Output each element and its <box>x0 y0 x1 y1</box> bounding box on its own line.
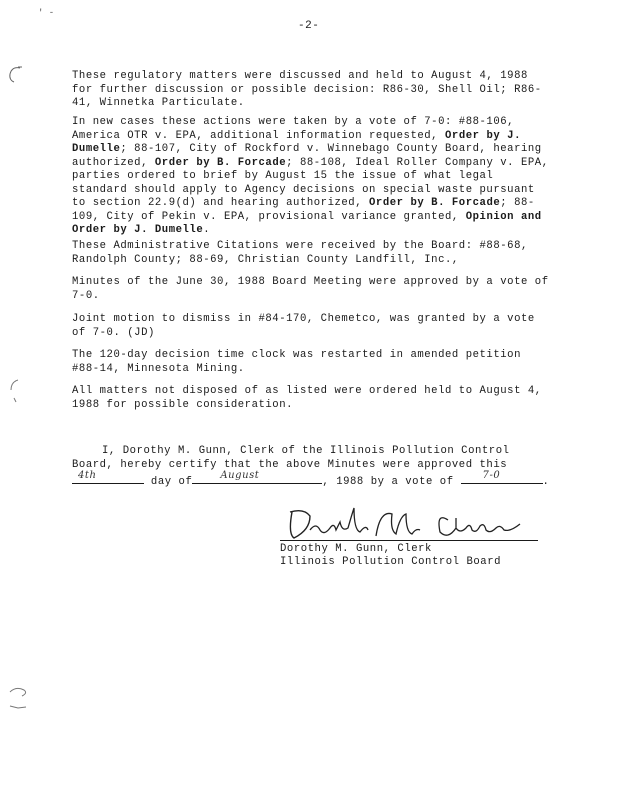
order-attribution: Order by B. Forcade <box>154 156 287 169</box>
day-of-label: day of <box>150 476 193 488</box>
paragraph-new-cases <box>72 116 552 238</box>
paragraph-segment: . <box>203 224 211 236</box>
order-attribution: Opinion and Order by J. Dumelle <box>72 210 542 236</box>
margin-scribble-1 <box>6 64 26 84</box>
signature-line <box>280 540 538 541</box>
paragraph-segment: In new cases these actions were taken by a vote of 7-0: #88-106, America OTR v. EPA, additional information requested, <box>72 116 515 142</box>
month-handwritten: August <box>220 469 260 481</box>
day-handwritten: 4th <box>78 469 97 481</box>
paragraph-segment: ; 88-107, City of Rockford v. Winnebago County Board, hearing authorized, <box>72 143 542 169</box>
paragraph-matters-held: All matters not disposed of as listed were ordered held to August 4, 1988 for possible consideration. <box>72 385 542 411</box>
certification-line-1: I, Dorothy M. Gunn, Clerk of the Illinois Pollution Control <box>102 445 510 457</box>
paragraph-administrative-citations: These Administrative Citations were received by the Board: #88-68, Randolph County; 88-69, Christian County Landfill, Inc., <box>72 240 528 266</box>
cert-end-period: . <box>542 476 550 488</box>
signer-organization: Illinois Pollution Control Board <box>280 556 502 568</box>
vote-blank <box>461 469 543 484</box>
vote-handwritten: 7-0 <box>482 469 501 481</box>
page-number: -2- <box>298 20 320 32</box>
paragraph-segment: ; 88-109, City of Pekin v. EPA, provisional variance granted, <box>72 197 535 223</box>
month-blank <box>192 469 322 484</box>
day-blank <box>72 469 144 484</box>
certification-block <box>72 445 552 490</box>
order-attribution: Order by J. Dumelle <box>72 129 521 155</box>
year-vote-label: , 1988 by a vote of <box>322 476 454 488</box>
margin-scribble-3 <box>6 684 32 714</box>
certification-line-2: Board, hereby certify that the above Minutes were approved this <box>72 458 508 471</box>
order-attribution: Order by B. Forcade <box>369 197 501 209</box>
paragraph-segment: ; 88-108, Ideal Roller Company v. EPA, parties ordered to brief by August 15 the issue of what legal standard should apply to Agency decisions on special waste pursuant to section 22.9(d) and hearing authorized, <box>72 156 549 209</box>
paragraph-held-matters: These regulatory matters were discussed and held to August 4, 1988 for further discussion or possible decision: R86-30, Shell Oil; R86-41, Winnetka Particulate. <box>72 70 542 109</box>
paragraph-minutes-approved: Minutes of the June 30, 1988 Board Meeting were approved by a vote of 7-0. <box>72 276 549 302</box>
paragraph-joint-motion: Joint motion to dismiss in #84-170, Chemetco, was granted by a vote of 7-0. (JD) <box>72 313 535 339</box>
paragraph-time-clock: The 120-day decision time clock was restarted in amended petition #88-14, Minnesota Mining. <box>72 349 521 375</box>
margin-mark-top: ' - <box>38 8 55 18</box>
certification-line-3 <box>72 469 552 490</box>
signer-name: Dorothy M. Gunn, Clerk <box>280 543 432 555</box>
handwritten-signature <box>280 500 540 544</box>
margin-scribble-2 <box>6 376 22 406</box>
signature-block <box>280 543 501 569</box>
